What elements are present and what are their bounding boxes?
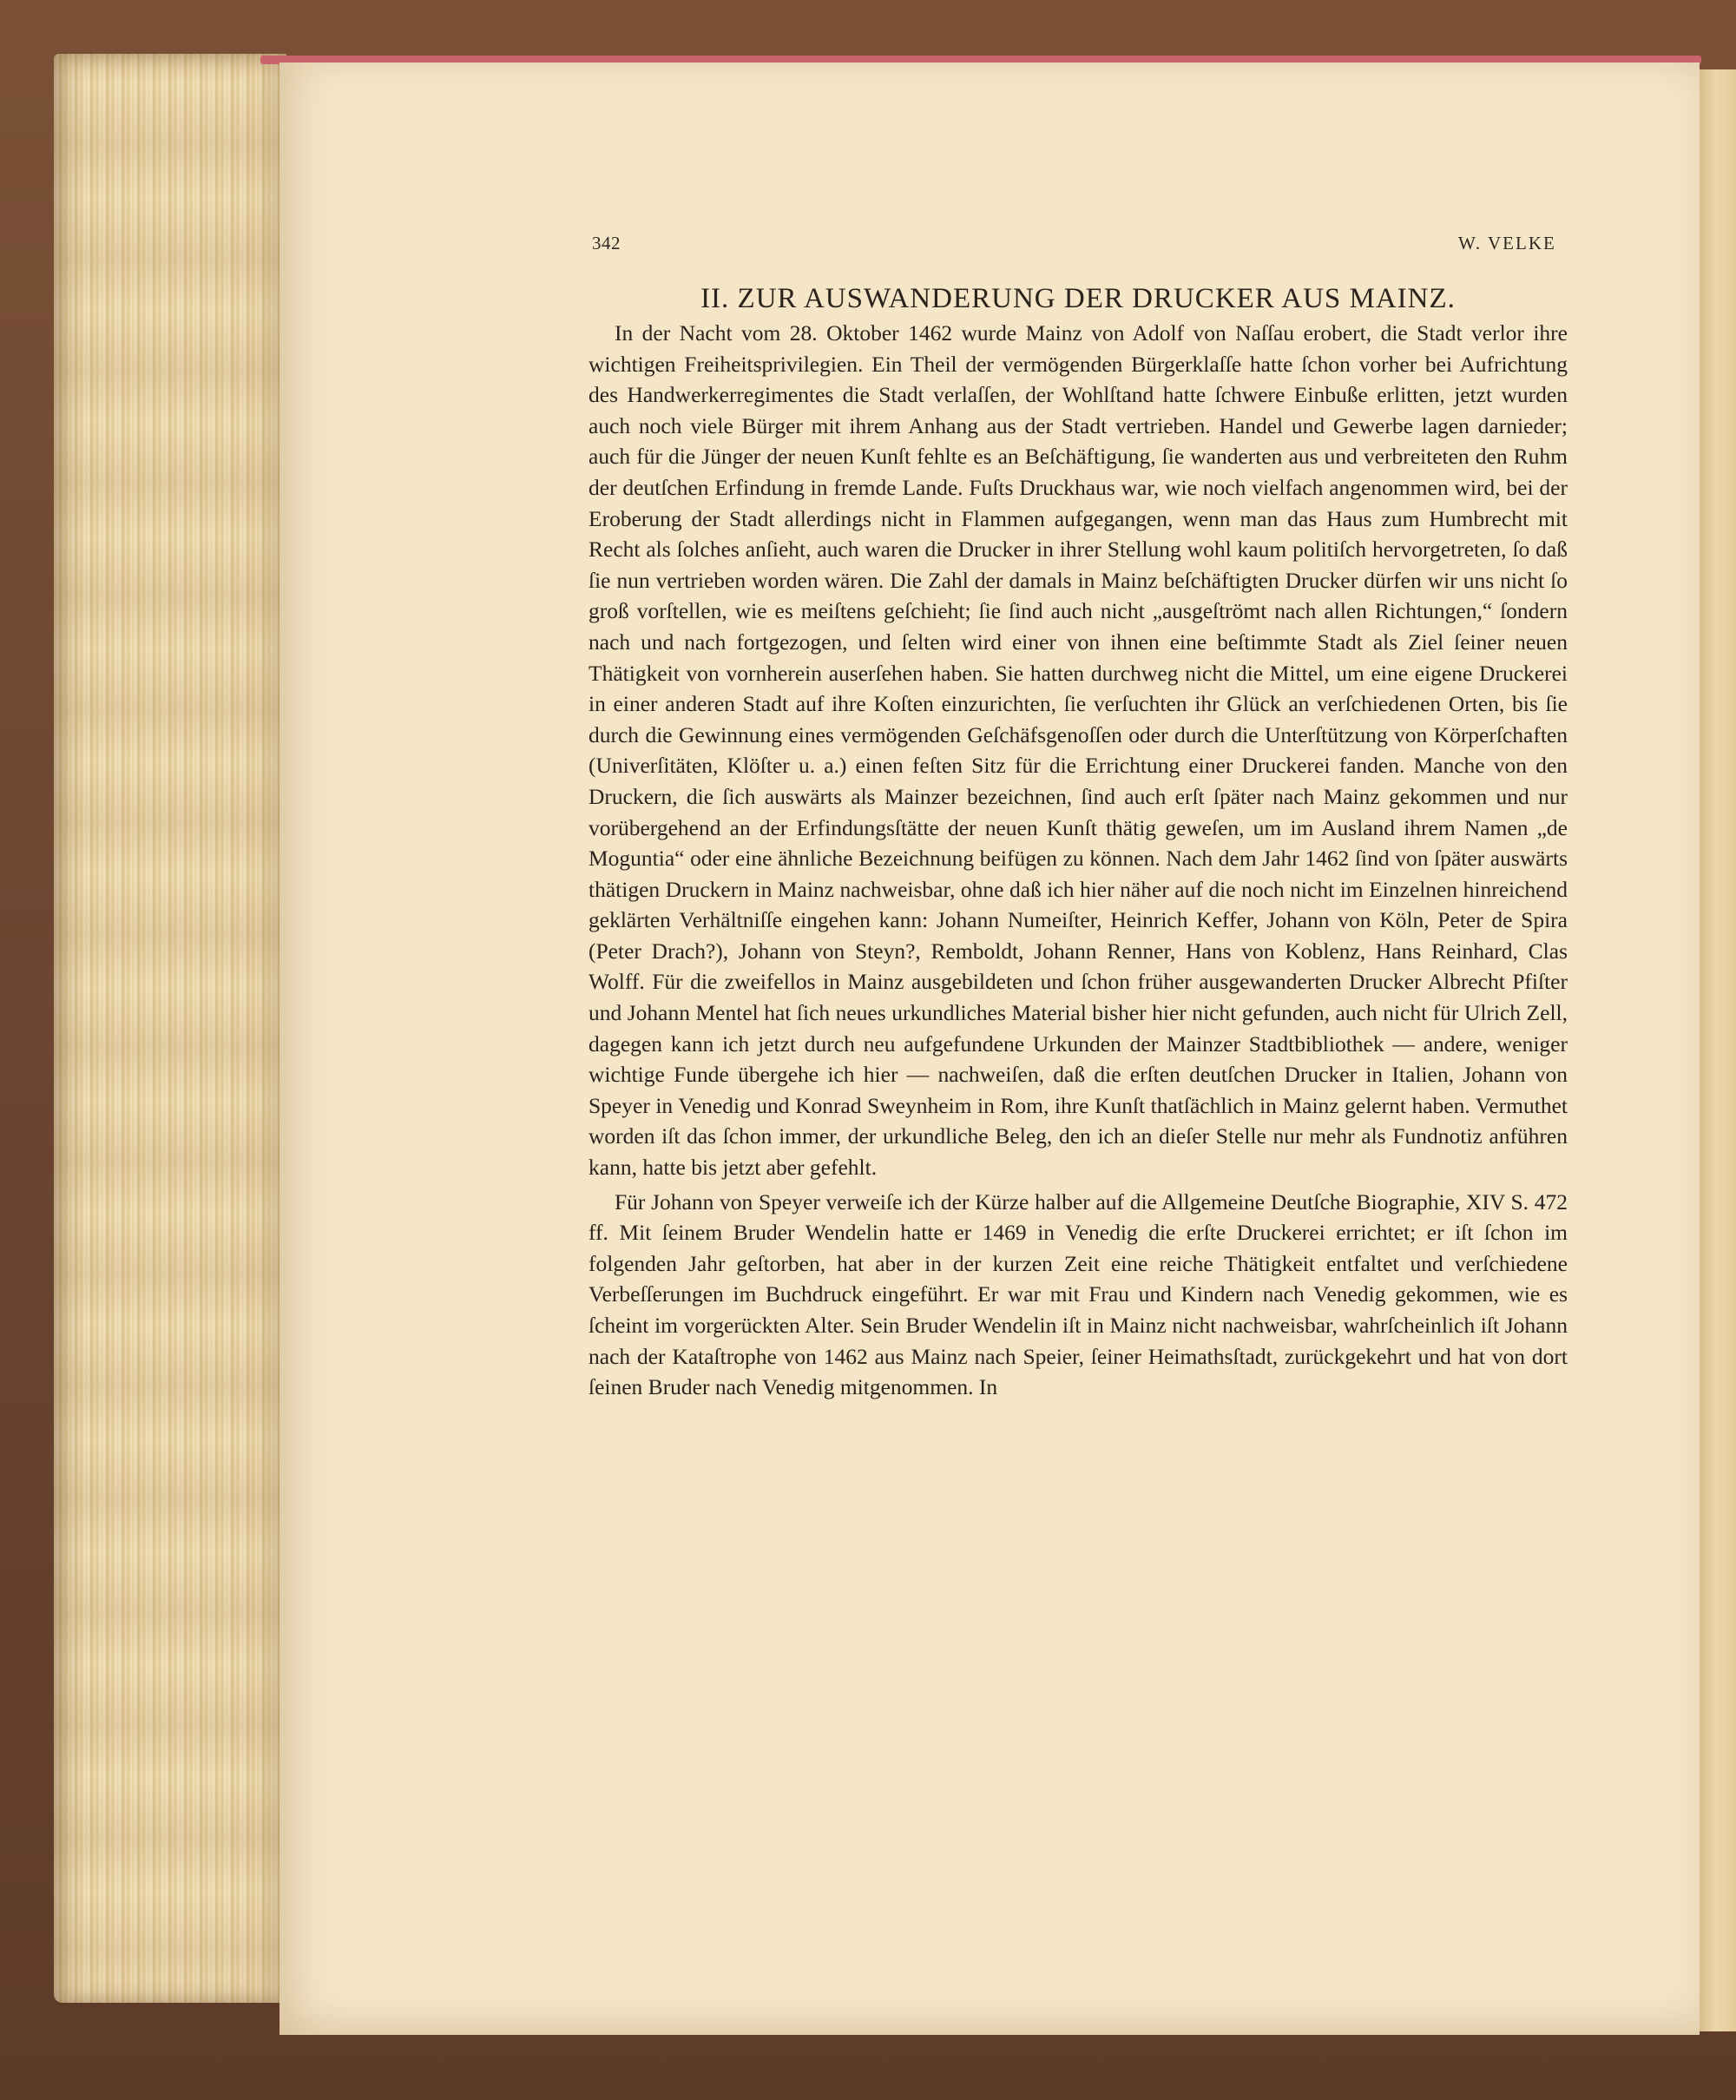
section-heading: II. ZUR AUSWANDERUNG DER DRUCKER AUS MAINZ. [700, 283, 1456, 314]
next-page-edge [1700, 69, 1736, 2031]
page-stack-edges [54, 54, 286, 2003]
running-head-author: W. VELKE [1458, 233, 1556, 253]
paragraph: In der Nacht vom 28. Oktober 1462 wurde Mainz von Adolf von Naſſau erobert, die Stadt verlor ihre wichtigen Freiheitsprivilegien. Ein Theil der vermögenden Bürgerklaſſe hatte ſchon vorher bei Aufrichtung des Handwerkerregimentes die Stadt verlaſſen, der Wohlſtand hatte ſchwere Einbuße erlitten, jetzt wurden auch noch viele Bürger mit ihrem Anhang aus der Stadt vertrieben. Handel und Gewerbe lagen darnieder; auch für die Jünger der neuen Kunſt fehlte es an Beſchäftigung, ſie wanderten aus und verbreiteten den Ruhm der deutſchen Erfindung in fremde Lande. Fuſts Druckhaus war, wie noch vielfach angenommen wird, bei der Eroberung der Stadt allerdings nicht in Flammen aufgegangen, wenn man das Haus zum Humbrecht mit Recht als ſolches anſieht, auch waren die Drucker in ihrer Stellung wohl kaum politiſch hervorgetreten, ſo daß ſie nun vertrieben worden wären. Die Zahl der damals in Mainz beſchäftigten Drucker dürfen wir uns nicht ſo groß vorſtellen, wie es meiſtens geſchieht; ſie ſind auch nicht „ausgeſtrömt nach allen Richtungen,“ ſondern nach und nach fortgezogen, und ſelten wird einer von ihnen eine beſtimmte Stadt als Ziel ſeiner neuen Thätigkeit von vornherein auserſehen haben. Sie hatten durchweg nicht die Mittel, um eine eigene Druckerei in einer anderen Stadt auf ihre Koſten einzurichten, ſie verſuchten ihr Glück an verſchiedenen Orten, bis ſie durch die Gewinnung eines vermögenden Geſchäfsgenoſſen oder durch die Unterſtützung von Körperſchaften (Univerſitäten, Klöſter u. a.) einen feſten Sitz für die Errichtung einer Druckerei fanden. Manche von den Druckern, die ſich auswärts als Mainzer bezeichnen, ſind auch erſt ſpäter nach Mainz gekommen und nur vorübergehend an der Erfindungsſtätte der neuen Kunſt thätig geweſen, um im Ausland ihrem Namen „de Moguntia“ oder eine ähnliche Bezeichnung beifügen zu können. Nach dem Jahr 1462 ſind von ſpäter auswärts thätigen Druckern in Mainz nachweisbar, ohne daß ich hier näher auf die noch nicht im Einzelnen hinreichend geklärten Verhältniſſe eingehen kann: Johann Numeiſter, Heinrich Keffer, Johann von Köln, Peter de Spira (Peter Drach?), Johann von Steyn?, Remboldt, Johann Renner, Hans von Koblenz, Hans Reinhard, Clas Wolff. Für die zweifellos in Mainz ausgebildeten und ſchon früher ausgewanderten Drucker Albrecht Pfiſter und Johann Mentel hat ſich neues urkundliches Material bisher hier nicht gefunden, auch nicht für Ulrich Zell, dagegen kann ich jetzt durch neu aufgefundene Urkunden der Mainzer Stadtbibliothek — andere, weniger wichtige Funde übergehe ich hier — nachweiſen, daß die erſten deutſchen Drucker in Italien, Johann von Speyer in Venedig und Konrad Sweynheim in Rom, ihre Kunſt thatſächlich in Mainz gelernt haben. Vermuthet worden iſt das ſchon immer, der urkundliche Beleg, den ich an dieſer Stelle nur mehr als Fundnotiz anführen kann, hatte bis jetzt aber gefehlt. [589, 320, 1568, 1181]
paragraph: Für Johann von Speyer verweiſe ich der Kürze halber auf die Allgemeine Deutſche Biographie, XIV S. 472 ff. Mit ſeinem Bruder Wendelin hatte er 1469 in Venedig die erſte Druckerei errichtet; er iſt ſchon im folgenden Jahr geſtorben, hat aber in der kurzen Zeit eine reiche Thätigkeit entfaltet und verſchiedene Verbeſſerungen im Buchdruck eingeführt. Er war mit Frau und Kindern nach Venedig gekommen, wie es ſcheint im vorgerückten Alter. Sein Bruder Wendelin iſt in Mainz nicht nachweisbar, wahrſcheinlich iſt Johann nach der Kataſtrophe von 1462 aus Mainz nach Speier, ſeiner Heimathsſtadt, zurückgekehrt und hat von dort ſeinen Bruder nach Venedig mitgenommen. In [589, 1188, 1568, 1400]
body-text [589, 318, 1568, 1403]
page-number: 342 [592, 233, 621, 253]
